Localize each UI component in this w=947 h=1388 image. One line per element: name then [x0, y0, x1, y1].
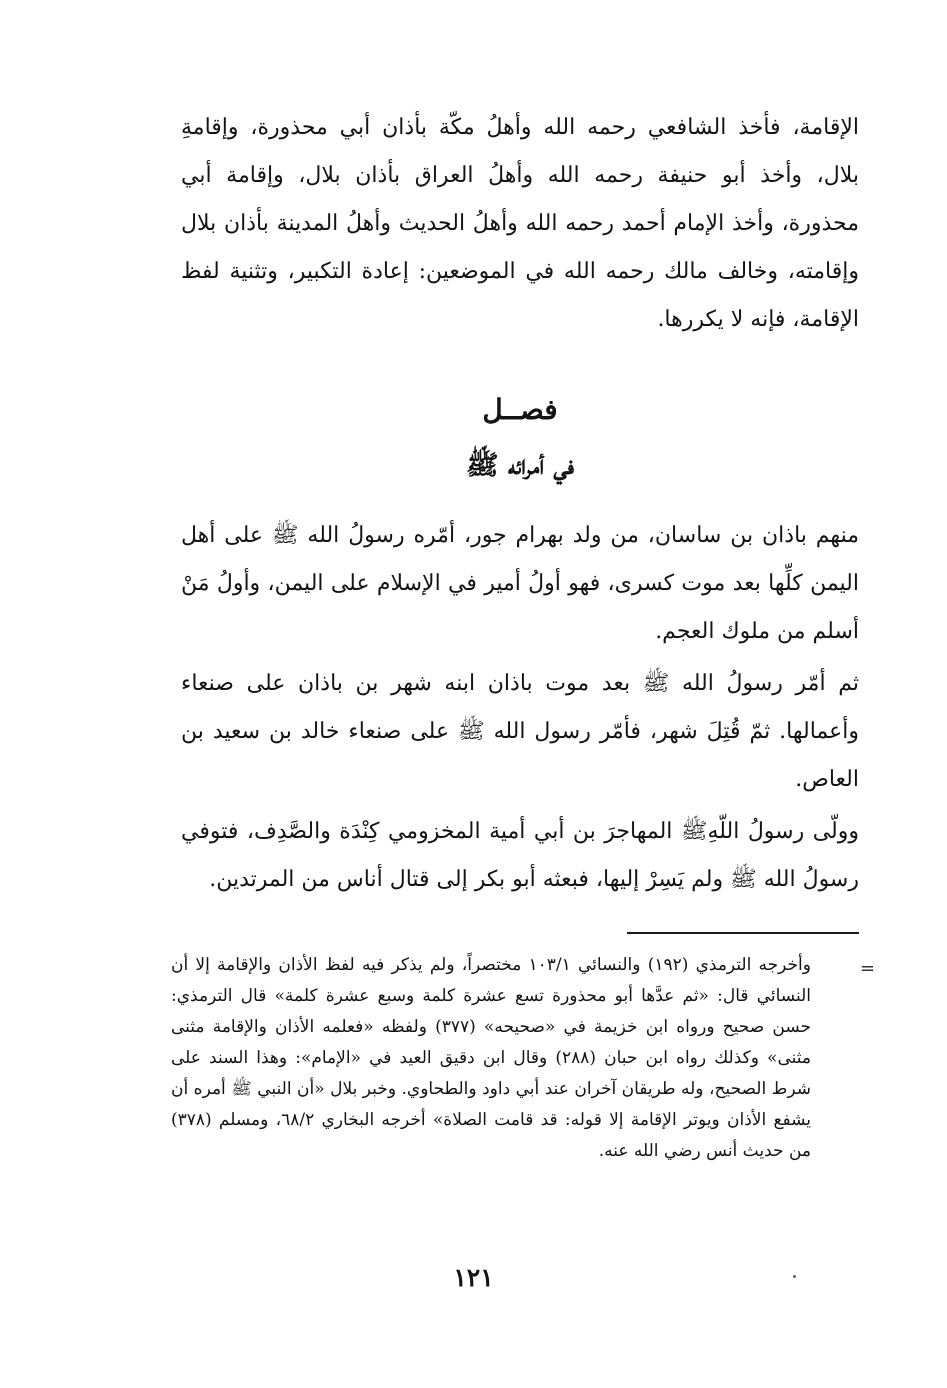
- section-subheading: في أمرائه ﷺ: [466, 450, 574, 481]
- footnote-text: وأخرجه الترمذي (١٩٢) والنسائي ١٠٣/١ مختصراً، ولم يذكر فيه لفظ الأذان والإقامة إلا أن النسائي قال: «ثم عدَّها أبو محذورة تسع عشرة كلمة وسبع عشرة كلمة» قال الترمذي: حسن صحيح ورواه ابن خزيمة في «صحيحه» (٣٧٧) ولفظه «فعلمه الأذان والإقامة مثنى مثنى» وكذلك رواه ابن حبان (٢٨٨) وقال ابن دقيق العيد في «الإمام»: وهذا السند على شرط الصحيح، وله طريقان آخران عند أبي داود والطحاوي. وخبر بلال «أن النبي ﷺ أمره أن يشفع الأذان ويوتر الإقامة إلا قوله: قد قامت الصلاة» أخرجه البخاري ٦٨/٢، ومسلم (٣٧٨) من حديث أنس رضي الله عنه.: [171, 955, 812, 1161]
- paragraph-shahr: ثم أمّر رسولُ الله ﷺ بعد موت باذان ابنه شهر بن باذان على صنعاء وأعمالها. ثمّ قُتِلَ شهر، فأمّر رسول الله ﷺ على صنعاء خالد بن سعيد بن العاص.: [181, 671, 859, 792]
- paragraph-badhan: منهم باذان بن ساسان، من ولد بهرام جور، أمّره رسولُ الله ﷺ على أهل اليمن كلِّها بعد موت كسرى، فهو أولُ أمير في الإسلام على اليمن، وأولُ مَنْ أسلم من ملوك العجم.: [181, 523, 859, 644]
- footnote-separator: [627, 932, 859, 934]
- section-heading: فصــل: [482, 393, 558, 426]
- page-number: ١٢١: [453, 1263, 494, 1292]
- scan-speck: [793, 1275, 796, 1278]
- footnote-continuation-marker: =: [859, 958, 875, 979]
- paragraph-intro: الإقامة، فأخذ الشافعي رحمه الله وأهلُ مكّة بأذان أبي محذورة، وإقامةِ بلال، وأخذ أبو حنيفة رحمه الله وأهلُ العراق بأذان بلال، وإقامة أبي محذورة، وأخذ الإمام أحمد رحمه الله وأهلُ الحديث وأهلُ المدينة بأذان بلال وإقامته، وخالف مالك رحمه الله في الموضعين: إعادة التكبير، وتثنية لفظ الإقامة، فإنه لا يكررها.: [181, 115, 860, 332]
- paragraph-muhajir: وولّى رسولُ اللّهِﷺ المهاجرَ بن أبي أمية المخزومي كِنْدَة والصَّدِف، فتوفي رسولُ الله ﷺ ولم يَسِرْ إليها، فبعثه أبو بكر إلى قتال أناس من المرتدين.: [181, 819, 859, 892]
